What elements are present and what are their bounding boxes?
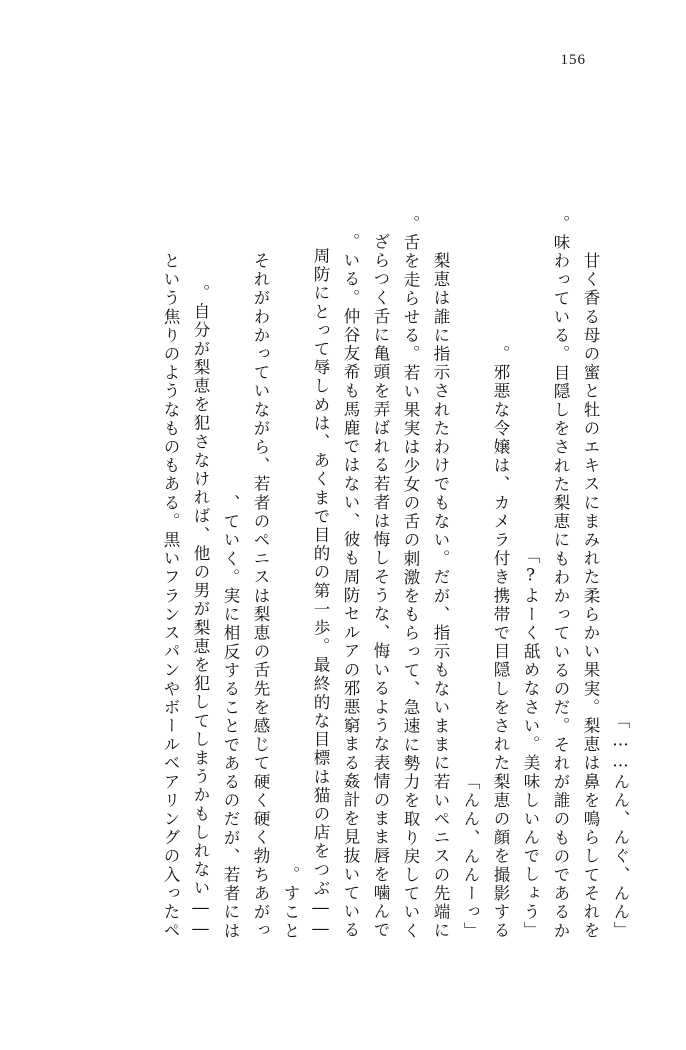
text-column: ていく。実に相反することであるのだが、若者には、	[221, 493, 240, 940]
text-column: それがわかっていながら、若者のペニスは梨恵の舌先を感じて硬く硬く勃ちあがっ	[251, 251, 270, 940]
text-column: ざらつく舌に亀頭を弄ばれる若者は悔しそうな、悔いるような表情のまま唇を噛んで	[371, 233, 390, 940]
text-column: ――自分が梨恵を犯さなければ、他の男が梨恵を犯してしまうかもしれない。	[191, 283, 210, 940]
text-column: 「んん、んぐ、んん……」	[611, 711, 630, 940]
page-number: 156	[560, 52, 586, 68]
text-column: という焦りのようなものもある。黒いフランスパンやボールベアリングの入ったペ	[161, 251, 180, 940]
text-column: 味わっている。目隠しをされた梨恵にもわかっているのだ。それが誰のものであるか。	[551, 214, 570, 940]
text-column: すこと。	[281, 865, 300, 940]
text-column: 「よーく舐めなさい。美味しいんでしょう?」	[521, 546, 540, 940]
text-column: 舌を走らせる。若い果実は少女の舌の刺激をもらって、急速に勢力を取り戻していく。	[401, 214, 420, 940]
text-column: 邪悪な令嬢は、カメラ付き携帯で目隠しをされた梨恵の顔を撮影する。	[491, 344, 510, 940]
text-column: 甘く香る母の蜜と牡のエキスにまみれた柔らかい果実。梨恵は鼻を鳴らしてそれを	[581, 251, 600, 940]
text-column: 梨恵は誰に指示されたわけでもない。だが、指示もないままに若いペニスの先端に	[431, 251, 450, 940]
text-column: 「んん、んんーっ」	[461, 772, 480, 940]
text-column: いる。仲谷友希も馬鹿ではない、彼も周防セルアの邪悪窮まる姦計を見抜いている。	[341, 233, 360, 940]
text-column: ――周防にとって辱しめは、あくまで目的の第一歩。最終的な目標は猫の店をつぶ	[311, 246, 330, 940]
vertical-body-text	[58, 105, 628, 940]
